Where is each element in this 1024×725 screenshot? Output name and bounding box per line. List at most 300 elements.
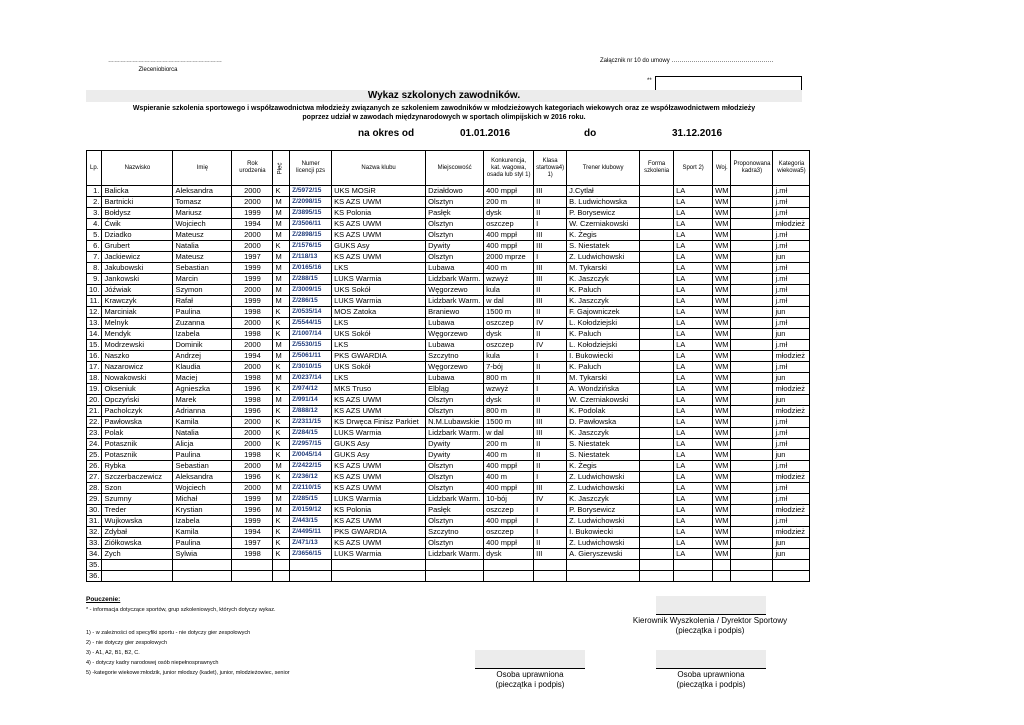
- cell-col-training-form: [640, 538, 674, 549]
- table-row: [87, 406, 810, 417]
- cell-col-license: Z/1007/14: [290, 329, 332, 340]
- cell-col-surname: Rybka: [102, 461, 173, 472]
- cell-col-class: I: [534, 516, 567, 527]
- table-row: [87, 274, 810, 285]
- cell-col-event: dysk: [484, 329, 534, 340]
- cell-col-town: Lubawa: [426, 340, 484, 351]
- cell-col-age-category: j.mł: [773, 428, 810, 439]
- subtitle-line-2: poprzez udział w zawodach międzynarodowych w sportach olimpijskich w 2016 roku.: [302, 114, 586, 121]
- cell-col-firstname: Alicja: [173, 439, 232, 450]
- cell-col-voivodeship: WM: [713, 219, 731, 230]
- cell-col-sport: LA: [674, 252, 713, 263]
- cell-col-training-form: [640, 395, 674, 406]
- cell-col-sport: LA: [674, 285, 713, 296]
- cell-col-club: GUKS Asy: [332, 450, 426, 461]
- cell-col-license: Z/0237/14: [290, 373, 332, 384]
- cell-col-town: [426, 571, 484, 582]
- cell-col-voivodeship: WM: [713, 472, 731, 483]
- cell-col-proposed-squad: [731, 538, 773, 549]
- cell-col-voivodeship: WM: [713, 340, 731, 351]
- cell-col-training-form: [640, 241, 674, 252]
- cell-col-firstname: [173, 571, 232, 582]
- cell-col-coach: S. Niestatek: [567, 241, 640, 252]
- cell-col-voivodeship: WM: [713, 516, 731, 527]
- cell-col-proposed-squad: [731, 494, 773, 505]
- cell-col-firstname: Maciej: [173, 373, 232, 384]
- cell-col-birth-year: 2000: [232, 186, 273, 197]
- cell-col-proposed-squad: [731, 560, 773, 571]
- auth2-title: Osoba uprawniona: [677, 670, 745, 679]
- cell-col-coach: J.Cytlał: [567, 186, 640, 197]
- table-row: [87, 362, 810, 373]
- cell-col-town: Olsztyn: [426, 395, 484, 406]
- cell-col-training-form: [640, 318, 674, 329]
- cell-col-age-category: j.mł: [773, 296, 810, 307]
- cell-col-class: IV: [534, 340, 567, 351]
- cell-col-license: Z/2422/15: [290, 461, 332, 472]
- cell-col-license: Z/3010/15: [290, 362, 332, 373]
- header-col-event: Konkurencja, kat. wagowa, osada lub styl 1): [484, 151, 534, 186]
- cell-col-lp: 7.: [87, 252, 102, 263]
- cell-col-birth-year: 1998: [232, 373, 273, 384]
- cell-col-club: KS AZS UWM: [332, 472, 426, 483]
- notes-block: [86, 596, 426, 676]
- cell-col-license: Z/471/13: [290, 538, 332, 549]
- cell-col-lp: 9.: [87, 274, 102, 285]
- cell-col-lp: 8.: [87, 263, 102, 274]
- cell-col-voivodeship: WM: [713, 230, 731, 241]
- cell-col-proposed-squad: [731, 208, 773, 219]
- cell-col-sex: K: [273, 329, 290, 340]
- cell-col-coach: Z. Ludwichowski: [567, 516, 640, 527]
- cell-col-license: Z/118/13: [290, 252, 332, 263]
- cell-col-age-category: jun: [773, 538, 810, 549]
- cell-col-training-form: [640, 263, 674, 274]
- cell-col-proposed-squad: [731, 571, 773, 582]
- cell-col-lp: 10.: [87, 285, 102, 296]
- cell-col-voivodeship: WM: [713, 208, 731, 219]
- table-row: [87, 417, 810, 428]
- cell-col-surname: Polak: [102, 428, 173, 439]
- cell-col-lp: 35.: [87, 560, 102, 571]
- cell-col-sex: K: [273, 241, 290, 252]
- cell-col-event: oszczep: [484, 318, 534, 329]
- cell-col-surname: Pacholczyk: [102, 406, 173, 417]
- cell-col-sport: LA: [674, 296, 713, 307]
- cell-col-surname: Bołdysz: [102, 208, 173, 219]
- table-row: [87, 208, 810, 219]
- cell-col-birth-year: 1994: [232, 219, 273, 230]
- cell-col-birth-year: [232, 560, 273, 571]
- cell-col-surname: Okseniuk: [102, 384, 173, 395]
- cell-col-birth-year: 1999: [232, 494, 273, 505]
- header-col-license: Numer licencji pzs: [290, 151, 332, 186]
- cell-col-lp: 24.: [87, 439, 102, 450]
- cell-col-birth-year: 2000: [232, 241, 273, 252]
- cell-col-sport: LA: [674, 483, 713, 494]
- cell-col-training-form: [640, 384, 674, 395]
- cell-col-coach: Z. Ludwichowski: [567, 483, 640, 494]
- cell-col-birth-year: 1999: [232, 516, 273, 527]
- cell-col-class: III: [534, 549, 567, 560]
- cell-col-club: KS AZS UWM: [332, 197, 426, 208]
- cell-col-lp: 32.: [87, 527, 102, 538]
- cell-col-age-category: j.mł: [773, 340, 810, 351]
- cell-col-class: IV: [534, 494, 567, 505]
- note-item: 1) - w zależności od specyfiki sportu - nie dotyczy gier zespołowych: [86, 630, 251, 636]
- cell-col-event: 400 mppł: [484, 538, 534, 549]
- auth1-signature: [455, 670, 605, 690]
- cell-col-sex: M: [273, 351, 290, 362]
- cell-col-coach: M. Tykarski: [567, 263, 640, 274]
- cell-col-sex: M: [273, 285, 290, 296]
- cell-col-club: KS AZS UWM: [332, 219, 426, 230]
- cell-col-age-category: j.mł: [773, 274, 810, 285]
- cell-col-class: II: [534, 538, 567, 549]
- cell-col-proposed-squad: [731, 439, 773, 450]
- cell-col-age-category: [773, 560, 810, 571]
- cell-col-town: Olsztyn: [426, 406, 484, 417]
- cell-col-birth-year: 2000: [232, 230, 273, 241]
- cell-col-lp: 22.: [87, 417, 102, 428]
- cell-col-surname: Ziółkowska: [102, 538, 173, 549]
- cell-col-firstname: Zuzanna: [173, 318, 232, 329]
- cell-col-event: 400 m: [484, 263, 534, 274]
- cell-col-sex: K: [273, 362, 290, 373]
- table-row: [87, 461, 810, 472]
- cell-col-license: Z/285/15: [290, 494, 332, 505]
- cell-col-sport: LA: [674, 406, 713, 417]
- cell-col-coach: [567, 560, 640, 571]
- code-box: [655, 76, 802, 91]
- cell-col-club: UKS Sokół: [332, 285, 426, 296]
- cell-col-license: Z/0045/14: [290, 450, 332, 461]
- cell-col-proposed-squad: [731, 296, 773, 307]
- cell-col-firstname: Aleksandra: [173, 472, 232, 483]
- cell-col-lp: 26.: [87, 461, 102, 472]
- cell-col-firstname: Sebastian: [173, 461, 232, 472]
- cell-col-club: UKS Sokół: [332, 329, 426, 340]
- cell-col-lp: 20.: [87, 395, 102, 406]
- cell-col-firstname: Paulina: [173, 307, 232, 318]
- cell-col-coach: F. Gajowniczek: [567, 307, 640, 318]
- cell-col-class: II: [534, 329, 567, 340]
- cell-col-class: III: [534, 428, 567, 439]
- cell-col-surname: Melnyk: [102, 318, 173, 329]
- cell-col-event: oszczep: [484, 527, 534, 538]
- cell-col-class: I: [534, 252, 567, 263]
- cell-col-town: Olsztyn: [426, 516, 484, 527]
- cell-col-birth-year: 1999: [232, 274, 273, 285]
- cell-col-firstname: Marek: [173, 395, 232, 406]
- cell-col-birth-year: 2000: [232, 483, 273, 494]
- header-col-club: Nazwa klubu: [332, 151, 426, 186]
- cell-col-proposed-squad: [731, 428, 773, 439]
- cell-col-firstname: Kamila: [173, 417, 232, 428]
- cell-col-proposed-squad: [731, 461, 773, 472]
- cell-col-age-category: j.mł: [773, 483, 810, 494]
- cell-col-license: Z/5544/15: [290, 318, 332, 329]
- cell-col-coach: Z. Ludwichowski: [567, 538, 640, 549]
- cell-col-age-category: j.mł: [773, 516, 810, 527]
- cell-col-town: Dywity: [426, 241, 484, 252]
- cell-col-class: III: [534, 274, 567, 285]
- cell-col-class: I: [534, 384, 567, 395]
- cell-col-lp: 3.: [87, 208, 102, 219]
- cell-col-voivodeship: WM: [713, 351, 731, 362]
- table-row: [87, 450, 810, 461]
- header-col-training-form: Forma szkolenia: [640, 151, 674, 186]
- cell-col-lp: 30.: [87, 505, 102, 516]
- auth1-stamp-area: [475, 650, 585, 668]
- cell-col-firstname: Natalia: [173, 241, 232, 252]
- cell-col-proposed-squad: [731, 527, 773, 538]
- cell-col-license: Z/974/12: [290, 384, 332, 395]
- cell-col-sport: LA: [674, 439, 713, 450]
- cell-col-lp: 12.: [87, 307, 102, 318]
- cell-col-surname: Nowakowski: [102, 373, 173, 384]
- cell-col-sex: M: [273, 230, 290, 241]
- cell-col-club: KS AZS UWM: [332, 395, 426, 406]
- cell-col-proposed-squad: [731, 417, 773, 428]
- cell-col-coach: K. Jaszczyk: [567, 494, 640, 505]
- cell-col-license: Z/3656/15: [290, 549, 332, 560]
- cell-col-surname: Jakubowski: [102, 263, 173, 274]
- cell-col-training-form: [640, 208, 674, 219]
- cell-col-coach: K. Jaszczyk: [567, 274, 640, 285]
- cell-col-training-form: [640, 450, 674, 461]
- cell-col-age-category: j.mł: [773, 197, 810, 208]
- cell-col-firstname: Paulina: [173, 450, 232, 461]
- cell-col-training-form: [640, 549, 674, 560]
- period-to-label: do: [584, 128, 597, 139]
- cell-col-firstname: Agnieszka: [173, 384, 232, 395]
- cell-col-class: I: [534, 472, 567, 483]
- cell-col-town: Węgorzewo: [426, 362, 484, 373]
- cell-col-club: KS AZS UWM: [332, 252, 426, 263]
- auth2-stamp-note: (pieczątka i podpis): [676, 680, 746, 689]
- cell-col-lp: 16.: [87, 351, 102, 362]
- auth2-signature: [636, 670, 786, 690]
- cell-col-lp: 36.: [87, 571, 102, 582]
- cell-col-sex: M: [273, 274, 290, 285]
- table-row: [87, 230, 810, 241]
- cell-col-sex: M: [273, 461, 290, 472]
- cell-col-training-form: [640, 571, 674, 582]
- cell-col-license: Z/2957/15: [290, 439, 332, 450]
- cell-col-surname: Jackiewicz: [102, 252, 173, 263]
- cell-col-event: kula: [484, 285, 534, 296]
- cell-col-firstname: [173, 560, 232, 571]
- cell-col-club: KS AZS UWM: [332, 406, 426, 417]
- cell-col-surname: Szczerbaczewicz: [102, 472, 173, 483]
- cell-col-birth-year: 2000: [232, 439, 273, 450]
- cell-col-sex: [273, 560, 290, 571]
- table-row: [87, 494, 810, 505]
- cell-col-surname: [102, 571, 173, 582]
- cell-col-class: II: [534, 373, 567, 384]
- cell-col-sport: LA: [674, 373, 713, 384]
- cell-col-surname: Szon: [102, 483, 173, 494]
- period-from: 01.01.2016: [460, 128, 511, 139]
- cell-col-birth-year: 1998: [232, 307, 273, 318]
- cell-col-event: 2000 mprze: [484, 252, 534, 263]
- cell-col-proposed-squad: [731, 318, 773, 329]
- auth1-stamp-note: (pieczątka i podpis): [495, 680, 565, 689]
- cell-col-town: Lubawa: [426, 373, 484, 384]
- cell-col-sex: K: [273, 384, 290, 395]
- cell-col-age-category: j.mł: [773, 494, 810, 505]
- cell-col-lp: 27.: [87, 472, 102, 483]
- cell-col-town: Olsztyn: [426, 538, 484, 549]
- cell-col-sex: K: [273, 428, 290, 439]
- cell-col-coach: K. Paluch: [567, 285, 640, 296]
- cell-col-training-form: [640, 428, 674, 439]
- cell-col-surname: Potasznik: [102, 439, 173, 450]
- cell-col-lp: 15.: [87, 340, 102, 351]
- table-row: [87, 483, 810, 494]
- cell-col-club: LUKS Warmia: [332, 494, 426, 505]
- cell-col-sport: LA: [674, 395, 713, 406]
- cell-col-voivodeship: [713, 560, 731, 571]
- cell-col-class: I: [534, 351, 567, 362]
- cell-col-lp: 17.: [87, 362, 102, 373]
- table-row: [87, 527, 810, 538]
- cell-col-town: Lidzbark Warm.: [426, 494, 484, 505]
- cell-col-voivodeship: WM: [713, 197, 731, 208]
- cell-col-class: III: [534, 296, 567, 307]
- cell-col-voivodeship: [713, 571, 731, 582]
- cell-col-club: LUKS Warmia: [332, 274, 426, 285]
- attachment-note: Załącznik nr 10 do umowy ……………………………………………: [600, 58, 774, 64]
- cell-col-sex: M: [273, 494, 290, 505]
- director-signature: [620, 616, 800, 636]
- cell-col-coach: K. Podolak: [567, 406, 640, 417]
- cell-col-firstname: Adrianna: [173, 406, 232, 417]
- cell-col-age-category: jun: [773, 329, 810, 340]
- cell-col-training-form: [640, 230, 674, 241]
- cell-col-class: I: [534, 219, 567, 230]
- cell-col-age-category: j.mł: [773, 186, 810, 197]
- table-row: [87, 549, 810, 560]
- cell-col-firstname: Klaudia: [173, 362, 232, 373]
- cell-col-sex: K: [273, 439, 290, 450]
- cell-col-coach: K. Jaszczyk: [567, 296, 640, 307]
- cell-col-firstname: Sebastian: [173, 263, 232, 274]
- document-subtitle: [86, 104, 802, 122]
- cell-col-surname: Bartnicki: [102, 197, 173, 208]
- cell-col-club: LUKS Warmia: [332, 296, 426, 307]
- cell-col-event: 200 m: [484, 439, 534, 450]
- table-row: [87, 219, 810, 230]
- cell-col-voivodeship: WM: [713, 483, 731, 494]
- cell-col-class: III: [534, 230, 567, 241]
- cell-col-firstname: Mateusz: [173, 230, 232, 241]
- cell-col-voivodeship: WM: [713, 461, 731, 472]
- cell-col-sport: LA: [674, 505, 713, 516]
- cell-col-event: [484, 560, 534, 571]
- cell-col-birth-year: 1998: [232, 329, 273, 340]
- cell-col-sport: [674, 560, 713, 571]
- cell-col-age-category: młodzież: [773, 406, 810, 417]
- cell-col-club: PKS GWARDIA: [332, 351, 426, 362]
- cell-col-license: Z/2898/15: [290, 230, 332, 241]
- cell-col-birth-year: 2000: [232, 461, 273, 472]
- cell-col-firstname: Tomasz: [173, 197, 232, 208]
- cell-col-class: [534, 571, 567, 582]
- cell-col-voivodeship: WM: [713, 285, 731, 296]
- cell-col-lp: 29.: [87, 494, 102, 505]
- notes-heading: Pouczenie:: [86, 596, 121, 603]
- header-col-sex: [273, 151, 290, 186]
- cell-col-event: kula: [484, 351, 534, 362]
- cell-col-license: Z/0165/16: [290, 263, 332, 274]
- table-header-row: [87, 151, 810, 186]
- cell-col-voivodeship: WM: [713, 549, 731, 560]
- cell-col-club: [332, 571, 426, 582]
- cell-col-event: 400 mppł: [484, 241, 534, 252]
- cell-col-surname: Jankowski: [102, 274, 173, 285]
- cell-col-birth-year: 1996: [232, 472, 273, 483]
- cell-col-surname: Zych: [102, 549, 173, 560]
- cell-col-training-form: [640, 340, 674, 351]
- cell-col-town: Olsztyn: [426, 483, 484, 494]
- cell-col-club: LUKS Warmia: [332, 428, 426, 439]
- cell-col-coach: K. Żegis: [567, 461, 640, 472]
- cell-col-training-form: [640, 252, 674, 263]
- cell-col-class: II: [534, 439, 567, 450]
- cell-col-club: [332, 560, 426, 571]
- cell-col-event: [484, 571, 534, 582]
- cell-col-age-category: j.mł: [773, 285, 810, 296]
- cell-col-license: [290, 560, 332, 571]
- cell-col-voivodeship: WM: [713, 307, 731, 318]
- cell-col-license: Z/443/15: [290, 516, 332, 527]
- cell-col-age-category: [773, 571, 810, 582]
- table-row: [87, 384, 810, 395]
- header-col-proposed-squad: Proponowana kadra3): [731, 151, 773, 186]
- cell-col-firstname: Paulina: [173, 538, 232, 549]
- cell-col-sex: K: [273, 417, 290, 428]
- cell-col-firstname: Kamila: [173, 527, 232, 538]
- cell-col-club: KS AZS UWM: [332, 461, 426, 472]
- cell-col-town: Olsztyn: [426, 252, 484, 263]
- cell-col-lp: 11.: [87, 296, 102, 307]
- cell-col-birth-year: 1998: [232, 549, 273, 560]
- cell-col-birth-year: 1998: [232, 450, 273, 461]
- cell-col-firstname: Krystian: [173, 505, 232, 516]
- table-row: [87, 285, 810, 296]
- cell-col-sport: LA: [674, 307, 713, 318]
- cell-col-coach: K. Jaszczyk: [567, 428, 640, 439]
- cell-col-training-form: [640, 329, 674, 340]
- cell-col-training-form: [640, 351, 674, 362]
- cell-col-license: Z/2311/15: [290, 417, 332, 428]
- cell-col-voivodeship: WM: [713, 406, 731, 417]
- cell-col-club: LKS: [332, 318, 426, 329]
- cell-col-event: 400 m: [484, 450, 534, 461]
- cell-col-event: w dal: [484, 428, 534, 439]
- cell-col-birth-year: 1996: [232, 505, 273, 516]
- cell-col-club: KS Polonia: [332, 208, 426, 219]
- table-row: [87, 263, 810, 274]
- cell-col-age-category: jun: [773, 373, 810, 384]
- cell-col-age-category: jun: [773, 395, 810, 406]
- cell-col-training-form: [640, 505, 674, 516]
- header-col-firstname: Imię: [173, 151, 232, 186]
- cell-col-surname: Modrzewski: [102, 340, 173, 351]
- header-col-birth-year: Rok urodzenia: [232, 151, 273, 186]
